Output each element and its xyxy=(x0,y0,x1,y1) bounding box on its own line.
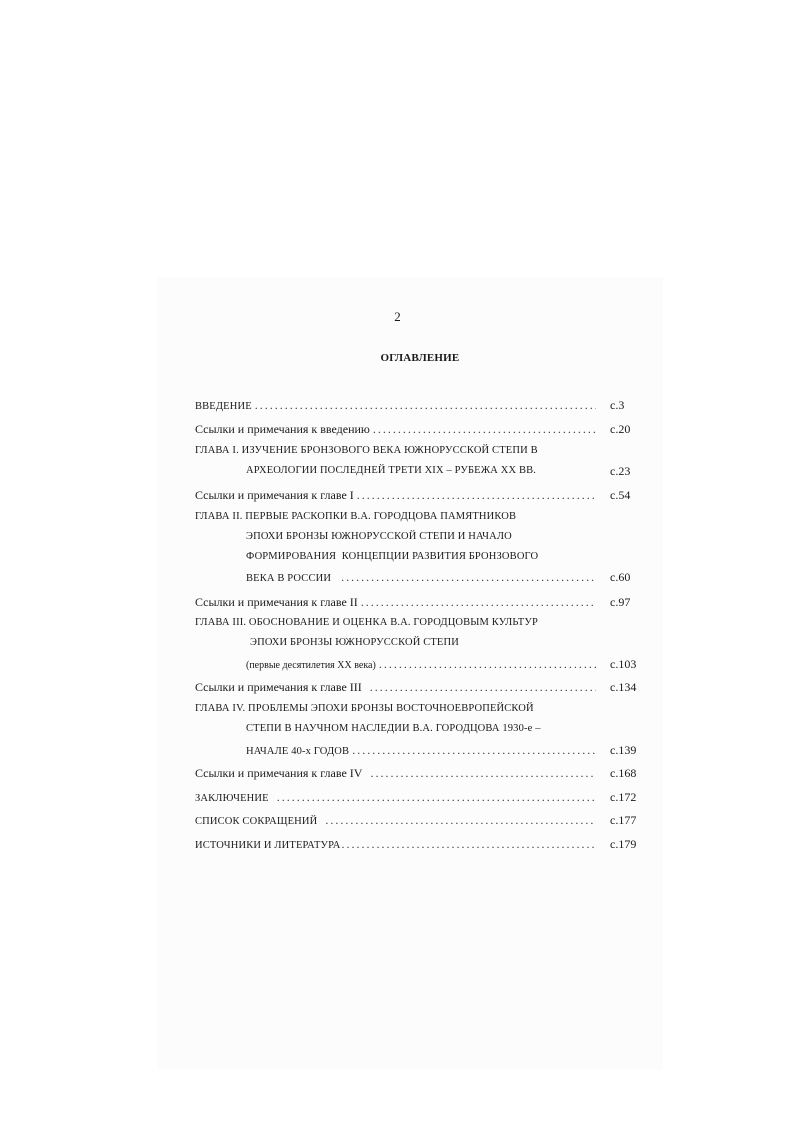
toc-entry-chapter-4-line-1[interactable]: ГЛАВА IV. ПРОБЛЕМЫ ЭПОХИ БРОНЗЫ ВОСТОЧНОЕВРОПЕЙСКОЙ xyxy=(195,703,534,714)
toc-page-ref: с.3 xyxy=(610,398,625,412)
toc-entry-title: Ссылки и примечания к введению xyxy=(195,422,370,436)
toc-entry-chapter-2-notes[interactable] xyxy=(195,594,599,610)
dot-leader xyxy=(357,487,596,503)
toc-heading: ОГЛАВЛЕНИЕ xyxy=(380,352,460,364)
toc-entry-chapter-2-line-1[interactable]: ГЛАВА II. ПЕРВЫЕ РАСКОПКИ В.А. ГОРОДЦОВА ПАМЯТНИКОВ xyxy=(195,511,517,522)
toc-entry-introduction[interactable] xyxy=(195,397,599,415)
toc-entry-chapter-4-notes[interactable] xyxy=(195,765,599,781)
toc-page-ref: с.172 xyxy=(610,790,637,804)
toc-entry-title: ЗАКЛЮЧЕНИЕ xyxy=(195,793,269,804)
toc-entry-abbreviations[interactable] xyxy=(195,812,599,830)
toc-entry-title: Ссылки и примечания к главе II xyxy=(195,595,358,609)
toc-entry-chapter-3-line-1[interactable]: ГЛАВА III. ОБОСНОВАНИЕ И ОЦЕНКА В.А. ГОРОДЦОВЫМ КУЛЬТУР xyxy=(195,617,538,628)
toc-entry-chapter-3-line-2[interactable]: ЭПОХИ БРОНЗЫ ЮЖНОРУССКОЙ СТЕПИ xyxy=(250,637,459,648)
dot-leader xyxy=(361,594,596,610)
toc-entry-title: Ссылки и примечания к главе IV xyxy=(195,766,363,780)
toc-entry-title: СПИСОК СОКРАЩЕНИЙ xyxy=(195,816,318,827)
toc-page-ref: с.23 xyxy=(610,464,631,478)
toc-entry-chapter-2-line-3[interactable]: ФОРМИРОВАНИЯ КОНЦЕПЦИИ РАЗВИТИЯ БРОНЗОВОГО xyxy=(246,551,539,562)
toc-entry-chapter-4-line-2[interactable]: СТЕПИ В НАУЧНОМ НАСЛЕДИИ В.А. ГОРОДЦОВА 1930-е – xyxy=(246,723,541,734)
toc-entry-subtitle: (первые десятилетия XX века) xyxy=(246,660,376,671)
toc-page-ref: с.139 xyxy=(610,743,637,757)
toc-entry-chapter-1-line-2[interactable]: АРХЕОЛОГИИ ПОСЛЕДНЕЙ ТРЕТИ XIX – РУБЕЖА XX ВВ. xyxy=(246,465,537,476)
dot-leader xyxy=(341,569,596,585)
toc-page-ref: с.103 xyxy=(610,657,637,671)
page-number: 2 xyxy=(394,309,401,324)
dot-leader xyxy=(255,397,596,413)
toc-entry-title: НАЧАЛЕ 40-х ГОДОВ xyxy=(246,746,350,757)
toc-entry-sources[interactable] xyxy=(195,836,599,854)
dot-leader xyxy=(352,742,596,758)
dot-leader xyxy=(342,836,596,852)
toc-entry-chapter-3-notes[interactable] xyxy=(195,679,599,695)
toc-entry-chapter-3-line-3[interactable] xyxy=(246,656,599,674)
toc-entry-chapter-2-line-2[interactable]: ЭПОХИ БРОНЗЫ ЮЖНОРУССКОЙ СТЕПИ И НАЧАЛО xyxy=(246,531,512,542)
toc-entry-title: Ссылки и примечания к главе I xyxy=(195,488,354,502)
dot-leader xyxy=(370,765,596,781)
toc-page-ref: с.179 xyxy=(610,837,637,851)
toc-entry-title: ВВЕДЕНИЕ xyxy=(195,401,252,412)
toc-entry-chapter-1-line-1[interactable]: ГЛАВА I. ИЗУЧЕНИЕ БРОНЗОВОГО ВЕКА ЮЖНОРУССКОЙ СТЕПИ В xyxy=(195,445,538,456)
toc-page-ref: с.20 xyxy=(610,422,631,436)
toc-entry-title: Ссылки и примечания к главе III xyxy=(195,680,362,694)
dot-leader xyxy=(277,789,596,805)
toc-entry-title: ВЕКА В РОССИИ xyxy=(246,573,332,584)
toc-entry-introduction-notes[interactable] xyxy=(195,421,599,437)
toc-page-ref: с.134 xyxy=(610,680,637,694)
toc-entry-chapter-1-notes[interactable] xyxy=(195,487,599,503)
toc-entry-chapter-4-line-3[interactable] xyxy=(246,742,599,760)
dot-leader xyxy=(370,679,596,695)
dot-leader xyxy=(325,812,596,828)
toc-entry-title: ИСТОЧНИКИ И ЛИТЕРАТУРА xyxy=(195,840,341,851)
toc-page-ref: с.177 xyxy=(610,813,637,827)
dot-leader xyxy=(373,421,596,437)
toc-page-ref: с.54 xyxy=(610,488,631,502)
dot-leader xyxy=(379,656,596,672)
toc-page-ref: с.168 xyxy=(610,766,637,780)
toc-entry-chapter-2-line-4[interactable] xyxy=(246,569,599,587)
toc-page-ref: с.97 xyxy=(610,595,631,609)
toc-page-ref: с.60 xyxy=(610,570,631,584)
toc-entry-conclusion[interactable] xyxy=(195,789,599,807)
